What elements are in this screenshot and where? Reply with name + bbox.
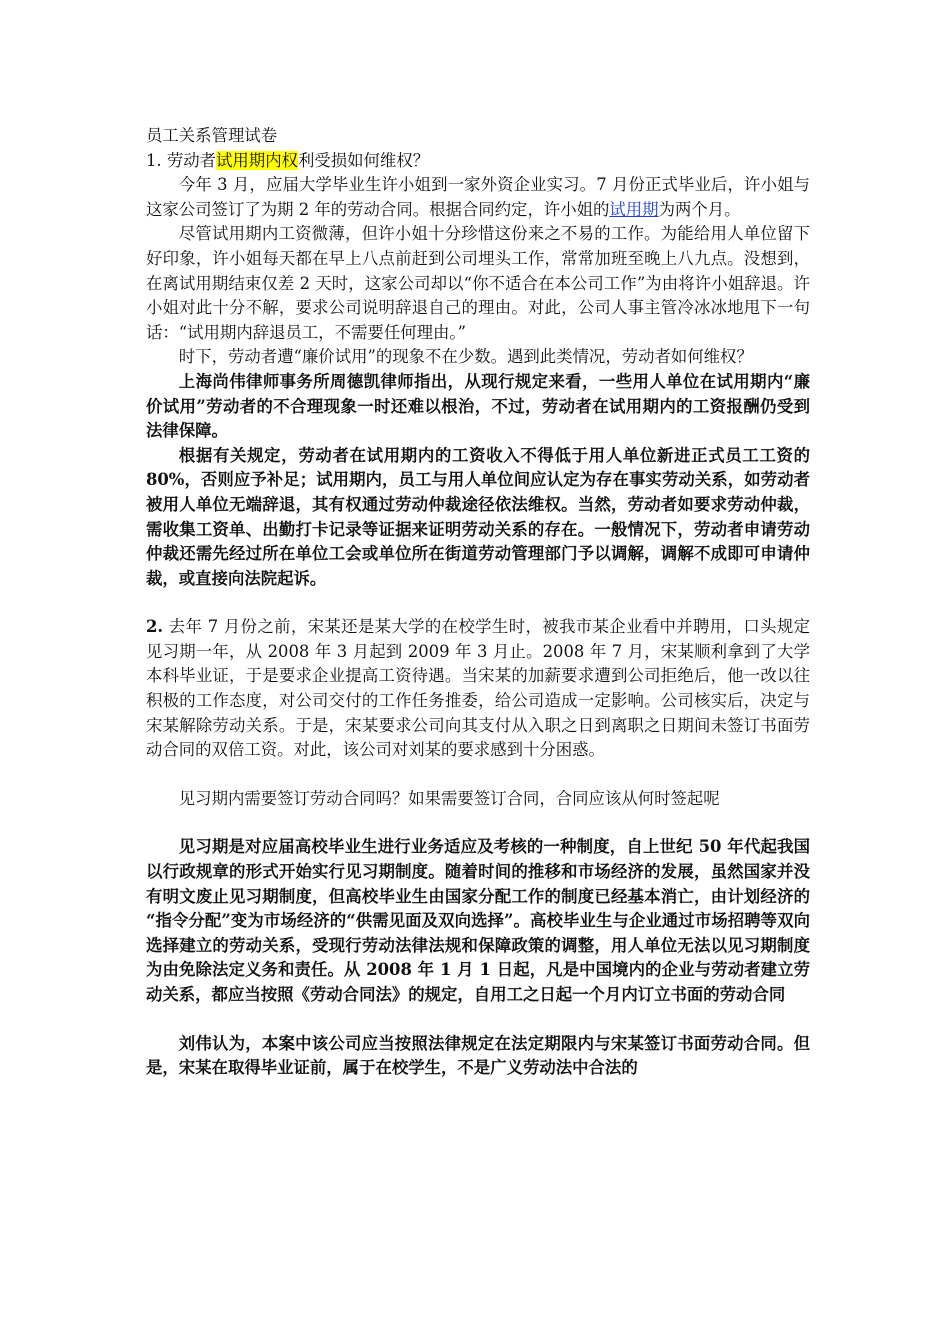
spacer [146, 811, 810, 835]
question-1-text-pre: 劳动者 [166, 150, 217, 170]
answer-2-paragraph-1: 见习期是对应届高校毕业生进行业务适应及考核的一种制度，自上世纪 50 年代起我国以行政规章的形式开始实行见习期制度。随着时间的推移和市场经济的发展，虽然国家并没有明文废止见习期制度，但高校毕业生由国家分配工作的制度已经基本消亡，由计划经济的 “指令分配”变为市场经济的“供需见面及双向选择”。高校毕业生与企业通过市场招聘等双向选择建立的劳动关系，受现行劳动法律法规和保障政策的调整，用人单位无法以见习期制度为由免除法定义务和责任。从 2008 年 1 月 1 日起，凡是中国境内的企业与劳动者建立劳动关系，都应当按照《劳动合同法》的规定，自用工之日起一个月内订立书面的劳动合同 [146, 837, 810, 1004]
question-2-paragraph [146, 615, 810, 763]
question-1-number: 1. [146, 150, 162, 170]
spacer [146, 591, 810, 615]
case-paragraph-2: 尽管试用期内工资微薄，但许小姐十分珍惜这份来之不易的工作。为能给用人单位留下好印象，许小姐每天都在早上八点前赶到公司埋头工作，常常加班至晚上八九点。没想到，在离试用期结束仅差 2 天时，这家公司却以“你不适合在本公司工作”为由将许小姐辞退。许小姐对此十分不解，要求公司说明辞退自己的理由。对此，公司人事主管冷冰冰地甩下一句话：“试用期内辞退员工，不需要任何理由。” [146, 224, 810, 342]
question-1-heading [146, 149, 810, 174]
case-paragraph-1 [146, 173, 810, 222]
question-2-prompt: 见习期内需要签订劳动合同吗？如果需要签订合同，合同应该从何时签起呢 [178, 788, 720, 808]
document-page [146, 124, 810, 1081]
question-2-text: 去年 7 月份之前，宋某还是某大学的在校学生时，被我市某企业看中并聘用，口头规定见习期一年，从 2008 年 3 月起到 2009 年 3 月止。2008 年 7 月，宋某顺利拿到了大学本科毕业证，于是要求企业提高工资待遇。当宋某的加薪要求遭到公司拒绝后，他一改以往积极的工作态度，对公司交付的工作任务推委，给公司造成一定影响。公司核实后，决定与宋某解除劳动关系。于是，宋某要求公司向其支付从入职之日到离职之日期间未签订书面劳动合同的双倍工资。对此，该公司对刘某的要求感到十分困惑。 [146, 617, 810, 760]
answer-1-paragraph-2: 根据有关规定，劳动者在试用期内的工资收入不得低于用人单位新进正式员工工资的 80%，否则应予补足；试用期内，员工与用人单位间应认定为存在事实劳动关系，如劳动者被用人单位无端辞退，其有权通过劳动仲裁途径依法维权。当然，劳动者如要求劳动仲裁，需收集工资单、出勤打卡记录等证据来证明劳动关系的存在。一般情况下，劳动者申请劳动仲裁还需先经过所在单位工会或单位所在街道劳动管理部门予以调解，调解不成即可申请仲裁，或直接向法院起诉。 [146, 445, 810, 588]
answer-1-paragraph-1: 上海尚伟律师事务所周德凯律师指出，从现行规定来看，一些用人单位在试用期内“廉价试用”劳动者的不合理现象一时还难以根治，不过，劳动者在试用期内的工资报酬仍受到法律保障。 [146, 371, 810, 441]
question-2-number: 2. [146, 617, 164, 637]
spacer [146, 1008, 810, 1032]
document-title: 员工关系管理试卷 [146, 126, 278, 145]
question-1-text-post: 利受损如何维权？ [297, 150, 430, 170]
probation-link[interactable]: 试用期 [609, 199, 659, 219]
spacer [146, 763, 810, 787]
answer-2-paragraph-2: 刘伟认为，本案中该公司应当按照法律规定在法定期限内与宋某签订书面劳动合同。但是，宋某在取得毕业证前，属于在校学生，不是广义劳动法中合法的 [146, 1033, 810, 1078]
case-paragraph-3: 时下，劳动者遭“廉价试用”的现象不在少数。遇到此类情况，劳动者如何维权？ [178, 347, 753, 367]
case-paragraph-1-end: 为两个月。 [658, 199, 741, 219]
highlighted-phrase: 试用期内权 [216, 150, 298, 170]
case-paragraph-1-text: 今年 3 月，应届大学毕业生许小姐到一家外资企业实习。7 月份正式毕业后，许小姐与这家公司签订了为期 2 年的劳动合同。根据合同约定，许小姐的 [146, 175, 810, 219]
